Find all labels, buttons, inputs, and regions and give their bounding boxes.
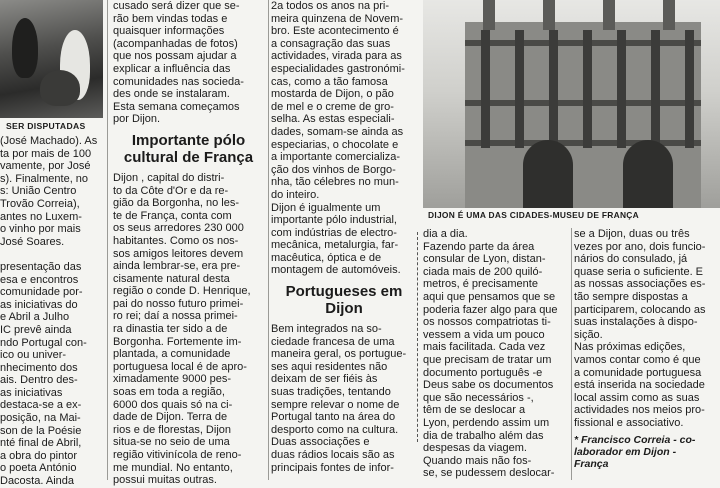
column-dijon-intro <box>113 0 264 487</box>
building-spire <box>483 0 495 30</box>
building-pillar <box>481 30 490 148</box>
article-text-left: (José Machado). As ta por mais de 100 vamente, por José s). Finalmente, no s: União Centro Trovão Correia), antes no Luxem- o vinho por mais José Soares. presentação das esa e encontros comunidade por- as iniciativas do e Abril a Julho IC prevê ainda ndo Portugal con- ico ou univer- nhecimento dos ais. Dentro des- as iniciativas destaca-se a ex- posição, na Mai- son de la Poésie nté final de Abril, a obra do pintor o poeta António Dacosta. Ainda <box>0 135 98 488</box>
building-arch <box>623 140 673 208</box>
article-text-gastronomy: 2a todos os anos na pri- meira quinzena de Novem- bro. Este acontecimento é a consagração das suas actividades, virada para as especialidades gastronómi- cas, como a tão famosa mostarda de Dijon, o pão de mel e o creme de gro- selha. As estas especiali- dades, somam-se ainda as especiarias, o chocolate e a importante comercializa- ção dos vinhos de Borgo- nha, tão célebres no mun- do inteiro. Dijon é igualmente um importante pólo industrial, com indústrias de electro- mecânica, metalurgia, far- macêutica, óptica e de montagem de automóveis. <box>271 0 405 277</box>
photo-caption-right: DIJON É UMA DAS CIDADES-MUSEU DE FRANÇA <box>428 210 640 220</box>
column-closing <box>574 228 720 480</box>
column-divider <box>268 0 269 480</box>
column-industry <box>271 0 417 480</box>
building-spire <box>603 0 615 30</box>
column-divider <box>571 228 572 480</box>
article-text-community: Bem integrados na so- ciedade francesa de uma maneira geral, os portugue- ses aqui residentes não deixam de ser fiéis às suas tradições, tentando sempre relevar o nome de Portugal tanto na área do desporto como na cultura. Duas associações e duas rádios locais são as principais fontes de infor- <box>271 323 407 474</box>
column-divider <box>107 0 108 480</box>
photo-people <box>0 0 103 118</box>
author-signature <box>574 434 720 471</box>
photo-figure <box>12 18 38 78</box>
building-spire <box>663 0 675 30</box>
photo-dijon-building <box>423 0 720 208</box>
building-pillar <box>685 30 694 148</box>
building-arch <box>523 140 573 208</box>
building-pillar <box>549 30 558 148</box>
article-text-dijon: Dijon , capital do distri- to da Côte d'Or e da re- gião da Borgonha, no les- te de França, conta com os seus arredores 230 000 habitantes. Como os nos- sos amigos leitores devem ainda lembrar-se, era pre- cisamente natural desta região o conde D. Henrique, pai do nosso futuro primei- ro rei; daí a nossa primei- ra dinastia ter sido a de Borgonha. Fortemente im- plantada, a comunidade portuguesa local é de apro- ximadamente 9000 pes- soas em toda a região, 6000 dos quais só na ci- dade de Dijon. Terra de rios e de florestas, Dijon situa-se no seio de uma região vitivinícola de reno- me mundial. No entanto, possui muitas outras. <box>113 171 251 487</box>
building-pillar <box>583 30 592 148</box>
building-spire <box>543 0 555 30</box>
subhead-portugueses-em-dijon: Portugueses em Dijon <box>285 283 403 318</box>
building-pillar <box>617 30 626 148</box>
building-pillar <box>515 30 524 148</box>
photo-caption-left: SER DISPUTADAS <box>6 121 86 131</box>
building-pillar <box>651 30 660 148</box>
column-left <box>0 0 103 488</box>
author-credit: * Francisco Correia - co- laborador em Dijon - França <box>574 433 696 471</box>
article-text-consulate: dia a dia. Fazendo parte da área consular de Lyon, distan- ciada mais de 200 quiló- metros, é precisamente aqui que pensamos que se poderia fazer algo para que os nossos compatriotas ti- vessem a vida um pouco mais facilitada. Cada vez que precisam de tratar um documento português -e Deus sabe os documentos que são necessários -, têm de se deslocar a Lyon, perdendo assim um dia de trabalho além das despesas da viagem. Quando mais não fos- se, se pudessem deslocar- <box>423 228 558 480</box>
article-text-closing: se a Dijon, duas ou três vezes por ano, dois funcio- nários do consulado, já quase seria o suficiente. E as nossas associações es- tão sempre dispostas a participarem, colocando as suas instalações à dispo- sição. Nas próximas edições, vamos contar como é que a comunidade portuguesa está inserida na sociedade local assim como as suas actividades nos meios pro- fissional e associativo. <box>574 228 706 429</box>
column-consulate <box>423 228 568 480</box>
intro-text: cusado será dizer que se- rão bem vindas todas e quaisquer informações (acompanhadas de fotos) que nos possam ajudar a explicar a influência das comunidades nas socieda- des onde se instalaram. Esta semana começamos por Dijon. <box>113 0 244 126</box>
subhead-cultural-pole: Importante pólo cultural de França <box>123 131 254 166</box>
photo-figure <box>40 70 80 106</box>
